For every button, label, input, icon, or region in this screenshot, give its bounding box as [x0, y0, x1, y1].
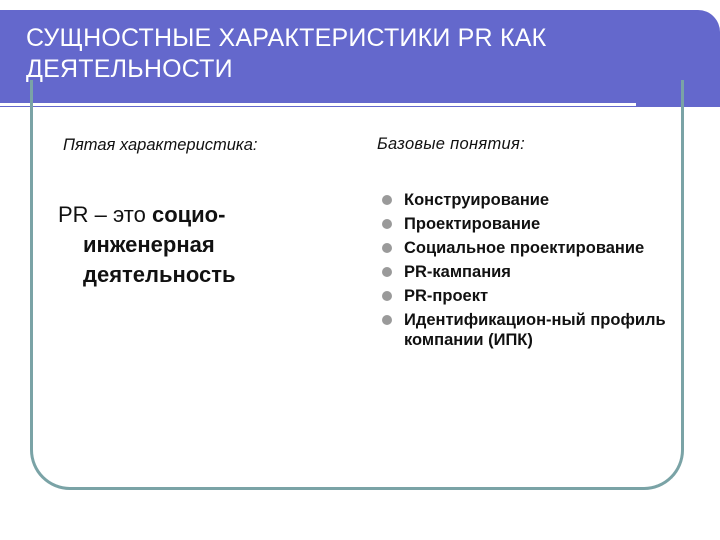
list-item [382, 214, 702, 234]
bullet-icon [382, 291, 392, 301]
list-item-text: Проектирование [404, 215, 541, 233]
list-item-text: Конструирование [404, 191, 550, 209]
bullet-icon [382, 219, 392, 229]
list-item [382, 238, 702, 258]
left-body-text [58, 200, 236, 290]
right-subtitle: Базовые понятия: [377, 135, 525, 153]
left-line-1-rest: социо- [151, 202, 226, 227]
left-line-2: инженерная [83, 232, 215, 257]
left-line-3: деятельность [83, 262, 236, 287]
left-line-1-pr: PR – это [58, 202, 152, 227]
list-item-text: PR-проект [404, 287, 489, 305]
list-item [382, 190, 702, 210]
slide-title: СУЩНОСТНЫЕ ХАРАКТЕРИСТИКИ PR КАК ДЕЯТЕЛЬНОСТИ [26, 24, 547, 83]
bullet-icon [382, 195, 392, 205]
concepts-list [382, 190, 702, 354]
left-subtitle: Пятая характеристика: [63, 136, 258, 154]
list-item-text: Социальное проектирование [404, 239, 645, 257]
bullet-icon [382, 267, 392, 277]
list-item-text: Идентификацион-ный профиль компании (ИПК) [404, 311, 666, 349]
bullet-icon [382, 315, 392, 325]
list-item [382, 286, 702, 306]
list-item [382, 262, 702, 282]
left-line-1 [58, 200, 236, 230]
list-item [382, 310, 702, 350]
list-item-text: PR-кампания [404, 263, 511, 281]
bullet-icon [382, 243, 392, 253]
